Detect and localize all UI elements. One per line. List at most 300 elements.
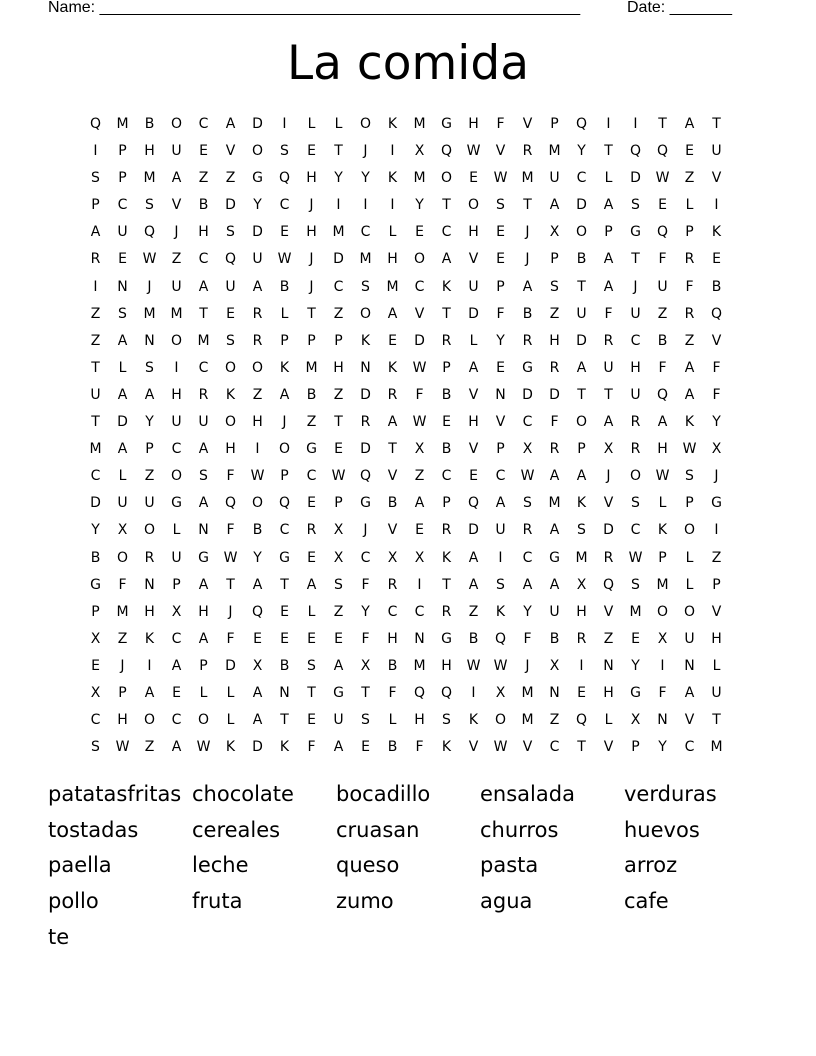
grid-letter: A xyxy=(603,197,614,214)
grid-letter: I xyxy=(417,576,422,593)
grid-letter: M xyxy=(116,116,129,132)
grid-letter: M xyxy=(143,170,156,187)
grid-letter: N xyxy=(657,712,668,729)
grid-letter: L xyxy=(226,712,235,729)
grid-letter: L xyxy=(307,116,316,132)
grid-letter: W xyxy=(223,549,238,566)
grid-letter: A xyxy=(387,305,398,322)
grid-letter: D xyxy=(360,386,371,403)
grid-letter: L xyxy=(388,224,397,241)
grid-letter: Y xyxy=(361,603,370,620)
grid-letter: A xyxy=(468,549,479,566)
grid-letter: Q xyxy=(224,251,237,268)
grid-letter: E xyxy=(712,251,721,268)
grid-letter: O xyxy=(143,712,156,729)
grid-letter: A xyxy=(252,576,263,593)
grid-letter: X xyxy=(360,657,371,674)
grid-letter: L xyxy=(226,684,235,701)
grid-letter: U xyxy=(225,278,236,295)
grid-letter: D xyxy=(630,170,641,187)
grid-letter: E xyxy=(577,684,586,701)
grid-letter: T xyxy=(91,359,100,376)
grid-letter: O xyxy=(656,603,669,620)
grid-letter: A xyxy=(495,495,506,512)
grid-letter: E xyxy=(280,630,289,647)
grid-letter: N xyxy=(360,359,371,376)
grid-letter: R xyxy=(306,522,317,539)
grid-letter: P xyxy=(550,251,559,268)
word-list-item: zumo xyxy=(336,889,394,914)
grid-letter: B xyxy=(387,495,398,512)
grid-letter: O xyxy=(413,251,426,268)
grid-letter: S xyxy=(199,468,208,485)
grid-letter: Y xyxy=(712,414,721,431)
grid-letter: B xyxy=(306,386,317,403)
grid-letter: Q xyxy=(359,468,372,485)
grid-letter: A xyxy=(468,576,479,593)
grid-letter: F xyxy=(712,359,721,376)
grid-letter: I xyxy=(714,197,719,214)
grid-letter: A xyxy=(171,170,182,187)
grid-letter: Y xyxy=(631,657,640,674)
grid-letter: W xyxy=(250,468,265,485)
grid-letter: J xyxy=(147,278,152,295)
grid-letter: E xyxy=(118,251,127,268)
grid-letter: S xyxy=(118,305,127,322)
grid-letter: M xyxy=(521,684,534,701)
grid-letter: C xyxy=(198,359,209,376)
grid-letter: K xyxy=(360,332,371,349)
grid-letter: Z xyxy=(603,630,614,647)
grid-letter: C xyxy=(306,468,317,485)
grid-letter: R xyxy=(603,549,614,566)
grid-letter: A xyxy=(117,386,128,403)
grid-letter: F xyxy=(712,386,721,403)
grid-letter: L xyxy=(712,657,721,674)
grid-letter: D xyxy=(90,495,101,512)
grid-letter: P xyxy=(118,143,127,160)
grid-letter: S xyxy=(631,576,640,593)
grid-letter: J xyxy=(174,224,179,241)
grid-letter: M xyxy=(548,143,561,160)
grid-letter: G xyxy=(522,359,533,376)
grid-letter: X xyxy=(576,576,587,593)
grid-letter: F xyxy=(658,251,667,268)
grid-letter: R xyxy=(387,576,398,593)
grid-letter: E xyxy=(442,414,451,431)
grid-letter: B xyxy=(441,441,452,458)
grid-letter: I xyxy=(660,657,665,674)
grid-letter: X xyxy=(495,684,506,701)
grid-letter: A xyxy=(252,684,263,701)
grid-letter: N xyxy=(549,684,560,701)
grid-letter: A xyxy=(549,197,560,214)
grid-letter: E xyxy=(307,549,316,566)
grid-letter: A xyxy=(279,386,290,403)
grid-letter: P xyxy=(442,359,451,376)
grid-letter: A xyxy=(306,576,317,593)
grid-letter: B xyxy=(279,278,290,295)
grid-letter: W xyxy=(493,657,508,674)
word-list-item: ensalada xyxy=(480,782,575,806)
grid-letter: K xyxy=(684,414,695,431)
grid-letter: J xyxy=(363,522,368,539)
grid-letter: S xyxy=(523,495,532,512)
grid-letter: T xyxy=(388,441,397,458)
grid-letter: T xyxy=(712,116,721,132)
grid-letter: M xyxy=(305,359,318,376)
grid-letter: G xyxy=(360,495,371,512)
word-list-item: paella xyxy=(48,853,112,878)
grid-letter: T xyxy=(334,143,343,160)
grid-letter: N xyxy=(684,657,695,674)
grid-letter: S xyxy=(226,224,235,241)
grid-letter: Y xyxy=(91,522,100,539)
grid-letter: C xyxy=(117,197,128,214)
grid-letter: Y xyxy=(253,549,262,566)
grid-letter: H xyxy=(468,414,479,431)
grid-letter: Z xyxy=(711,549,722,566)
grid-letter: F xyxy=(550,414,559,431)
grid-letter: P xyxy=(172,576,181,593)
grid-letter: I xyxy=(336,197,341,214)
grid-letter: B xyxy=(144,116,155,132)
grid-letter: V xyxy=(414,305,425,322)
grid-letter: S xyxy=(91,739,100,756)
grid-letter: C xyxy=(198,116,209,132)
grid-letter: S xyxy=(631,495,640,512)
grid-letter: Q xyxy=(575,712,588,729)
grid-letter: E xyxy=(199,143,208,160)
grid-letter: U xyxy=(711,684,722,701)
grid-letter: A xyxy=(252,278,263,295)
grid-letter: L xyxy=(658,495,667,512)
grid-letter: F xyxy=(658,684,667,701)
grid-letter: B xyxy=(441,386,452,403)
grid-letter: A xyxy=(414,495,425,512)
grid-letter: P xyxy=(550,116,559,132)
grid-letter: C xyxy=(279,197,290,214)
grid-letter: T xyxy=(280,576,289,593)
grid-letter: J xyxy=(309,278,314,295)
word-search-grid xyxy=(82,114,730,764)
grid-letter: B xyxy=(90,549,101,566)
grid-letter: Y xyxy=(658,739,667,756)
grid-letter: D xyxy=(468,305,479,322)
grid-letter: W xyxy=(277,251,292,268)
grid-letter: U xyxy=(711,143,722,160)
grid-letter: P xyxy=(91,603,100,620)
grid-letter: S xyxy=(361,712,370,729)
grid-letter: U xyxy=(171,278,182,295)
grid-letter: L xyxy=(280,305,289,322)
grid-letter: K xyxy=(495,603,506,620)
grid-letter: Z xyxy=(225,170,236,187)
grid-letter: G xyxy=(630,224,641,241)
grid-letter: Q xyxy=(224,495,237,512)
grid-letter: Z xyxy=(117,630,128,647)
grid-letter: V xyxy=(495,143,506,160)
grid-letter: B xyxy=(252,522,263,539)
grid-letter: G xyxy=(198,549,209,566)
grid-letter: F xyxy=(604,305,613,322)
grid-letter: X xyxy=(414,549,425,566)
grid-letter: O xyxy=(467,197,480,214)
grid-letter: N xyxy=(144,576,155,593)
grid-letter: A xyxy=(684,386,695,403)
grid-letter: J xyxy=(120,657,125,674)
grid-letter: Q xyxy=(440,684,453,701)
grid-letter: Z xyxy=(684,332,695,349)
grid-letter: U xyxy=(252,251,263,268)
grid-letter: C xyxy=(414,603,425,620)
grid-letter: T xyxy=(334,414,343,431)
grid-letter: U xyxy=(198,414,209,431)
grid-letter: H xyxy=(252,414,263,431)
grid-letter: J xyxy=(309,197,314,214)
grid-letter: Z xyxy=(414,468,425,485)
grid-letter: I xyxy=(498,549,503,566)
grid-letter: S xyxy=(334,576,343,593)
grid-letter: G xyxy=(252,170,263,187)
word-list-item: cereales xyxy=(192,817,281,842)
grid-letter: T xyxy=(604,386,613,403)
grid-letter: M xyxy=(116,603,129,620)
grid-letter: O xyxy=(629,468,642,485)
grid-letter: A xyxy=(198,630,209,647)
word-list-item: arroz xyxy=(624,853,678,878)
grid-letter: K xyxy=(387,116,398,132)
grid-letter: D xyxy=(468,522,479,539)
grid-letter: E xyxy=(496,224,505,241)
grid-letter: M xyxy=(575,549,588,566)
grid-letter: Q xyxy=(494,630,507,647)
grid-letter: E xyxy=(415,224,424,241)
grid-letter: J xyxy=(309,251,314,268)
grid-letter: Z xyxy=(333,386,344,403)
word-list-item: cruasan xyxy=(336,817,420,842)
grid-letter: G xyxy=(306,441,317,458)
grid-letter: X xyxy=(549,657,560,674)
grid-letter: B xyxy=(468,630,479,647)
grid-letter: U xyxy=(171,549,182,566)
grid-letter: N xyxy=(279,684,290,701)
grid-letter: X xyxy=(414,143,425,160)
grid-letter: L xyxy=(604,170,613,187)
grid-letter: P xyxy=(631,739,640,756)
grid-letter: A xyxy=(576,359,587,376)
grid-letter: P xyxy=(91,197,100,214)
grid-letter: P xyxy=(307,332,316,349)
grid-letter: G xyxy=(630,684,641,701)
grid-letter: Q xyxy=(89,116,102,132)
grid-letter: E xyxy=(334,630,343,647)
grid-letter: O xyxy=(683,522,696,539)
grid-letter: J xyxy=(525,224,530,241)
grid-letter: C xyxy=(495,468,506,485)
grid-letter: M xyxy=(521,170,534,187)
grid-letter: J xyxy=(714,468,719,485)
grid-letter: C xyxy=(414,278,425,295)
grid-letter: Q xyxy=(251,603,264,620)
grid-letter: C xyxy=(684,739,695,756)
grid-letter: M xyxy=(359,251,372,268)
grid-letter: G xyxy=(333,684,344,701)
grid-letter: M xyxy=(89,441,102,458)
grid-letter: S xyxy=(280,143,289,160)
grid-letter: R xyxy=(441,522,452,539)
grid-letter: I xyxy=(282,116,287,132)
grid-letter: A xyxy=(468,359,479,376)
grid-letter: X xyxy=(603,441,614,458)
grid-letter: K xyxy=(441,278,452,295)
grid-letter: T xyxy=(442,305,451,322)
grid-letter: O xyxy=(251,143,264,160)
grid-letter: O xyxy=(575,224,588,241)
grid-letter: M xyxy=(197,332,210,349)
grid-letter: X xyxy=(711,441,722,458)
grid-letter: V xyxy=(468,251,479,268)
grid-letter: G xyxy=(90,576,101,593)
grid-letter: D xyxy=(360,441,371,458)
grid-letter: W xyxy=(493,170,508,187)
grid-letter: P xyxy=(658,549,667,566)
grid-letter: Q xyxy=(440,143,453,160)
grid-letter: M xyxy=(170,305,183,322)
grid-letter: P xyxy=(604,224,613,241)
grid-letter: U xyxy=(549,603,560,620)
grid-letter: C xyxy=(360,549,371,566)
grid-letter: P xyxy=(334,332,343,349)
grid-letter: H xyxy=(576,603,587,620)
grid-letter: P xyxy=(334,495,343,512)
grid-letter: Y xyxy=(361,170,370,187)
grid-letter: V xyxy=(522,739,533,756)
grid-letter: S xyxy=(496,197,505,214)
grid-letter: H xyxy=(306,170,317,187)
grid-letter: H xyxy=(387,251,398,268)
grid-letter: V xyxy=(495,414,506,431)
grid-letter: Q xyxy=(656,224,669,241)
grid-letter: U xyxy=(333,712,344,729)
grid-letter: B xyxy=(387,657,398,674)
grid-letter: H xyxy=(117,712,128,729)
grid-letter: S xyxy=(226,332,235,349)
grid-letter: T xyxy=(631,251,640,268)
grid-letter: Z xyxy=(198,170,209,187)
grid-letter: F xyxy=(226,630,235,647)
grid-letter: B xyxy=(657,332,668,349)
grid-letter: H xyxy=(468,116,479,132)
grid-letter: Z xyxy=(252,386,263,403)
grid-letter: V xyxy=(225,143,236,160)
grid-letter: C xyxy=(387,603,398,620)
grid-letter: H xyxy=(144,143,155,160)
grid-letter: B xyxy=(711,278,722,295)
grid-letter: C xyxy=(522,549,533,566)
grid-letter: D xyxy=(414,332,425,349)
grid-letter: H xyxy=(387,630,398,647)
grid-letter: R xyxy=(144,549,155,566)
grid-letter: E xyxy=(307,143,316,160)
grid-letter: A xyxy=(144,684,155,701)
grid-letter: P xyxy=(280,332,289,349)
grid-letter: T xyxy=(577,739,586,756)
grid-letter: X xyxy=(387,549,398,566)
grid-letter: O xyxy=(197,712,210,729)
grid-letter: I xyxy=(390,143,395,160)
grid-letter: E xyxy=(496,251,505,268)
grid-letter: J xyxy=(606,468,611,485)
grid-letter: I xyxy=(363,197,368,214)
word-list-item: queso xyxy=(336,853,400,878)
grid-letter: P xyxy=(118,684,127,701)
grid-letter: U xyxy=(117,495,128,512)
grid-letter: F xyxy=(307,739,316,756)
grid-letter: F xyxy=(226,468,235,485)
grid-letter: I xyxy=(579,657,584,674)
grid-letter: C xyxy=(522,414,533,431)
grid-letter: V xyxy=(387,468,398,485)
grid-letter: Z xyxy=(171,251,182,268)
grid-letter: N xyxy=(198,522,209,539)
grid-letter: I xyxy=(255,441,260,458)
grid-letter: Y xyxy=(334,170,343,187)
grid-letter: A xyxy=(198,495,209,512)
grid-letter: M xyxy=(521,712,534,729)
grid-letter: K xyxy=(279,739,290,756)
grid-letter: R xyxy=(549,359,560,376)
grid-letter: R xyxy=(441,332,452,349)
grid-letter: X xyxy=(252,657,263,674)
grid-letter: N xyxy=(603,657,614,674)
grid-letter: I xyxy=(633,116,638,132)
grid-letter: O xyxy=(116,549,129,566)
grid-letter: Q xyxy=(575,116,588,132)
grid-letter: O xyxy=(440,170,453,187)
grid-letter: A xyxy=(333,657,344,674)
grid-letter: V xyxy=(468,739,479,756)
grid-letter: H xyxy=(468,224,479,241)
grid-letter: V xyxy=(711,170,722,187)
grid-letter: M xyxy=(413,116,426,132)
grid-letter: D xyxy=(225,657,236,674)
grid-letter: K xyxy=(279,359,290,376)
grid-letter: C xyxy=(360,224,371,241)
grid-letter: R xyxy=(252,332,263,349)
grid-letter: K xyxy=(144,630,155,647)
word-list-item: pasta xyxy=(480,853,539,878)
grid-letter: K xyxy=(225,739,236,756)
grid-letter: Y xyxy=(577,143,586,160)
grid-letter: F xyxy=(415,386,424,403)
grid-letter: Z xyxy=(144,739,155,756)
grid-letter: I xyxy=(93,278,98,295)
grid-letter: H xyxy=(306,224,317,241)
grid-letter: T xyxy=(658,116,667,132)
grid-letter: Q xyxy=(656,143,669,160)
grid-letter: F xyxy=(226,522,235,539)
grid-letter: O xyxy=(224,359,237,376)
grid-letter: S xyxy=(631,197,640,214)
grid-letter: U xyxy=(603,359,614,376)
grid-letter: A xyxy=(441,251,452,268)
grid-letter: A xyxy=(549,468,560,485)
grid-letter: C xyxy=(441,468,452,485)
grid-letter: J xyxy=(525,251,530,268)
grid-letter: W xyxy=(115,739,130,756)
grid-letter: E xyxy=(307,630,316,647)
